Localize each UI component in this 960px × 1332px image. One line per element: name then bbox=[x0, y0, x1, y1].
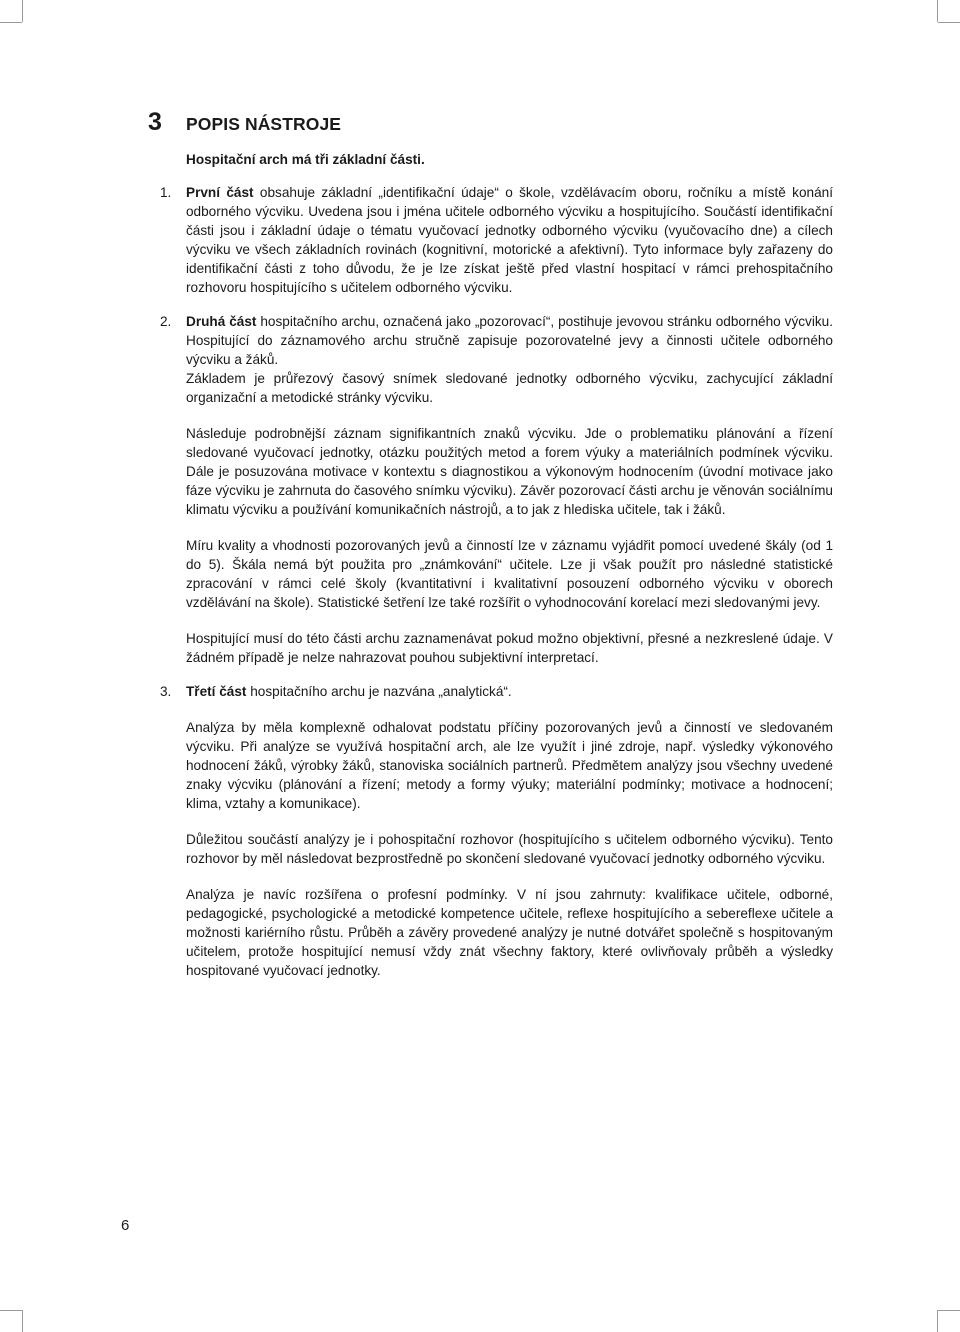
list-item-3 bbox=[160, 682, 833, 980]
list-item-paragraph bbox=[186, 312, 833, 369]
paragraph-text: Míru kvality a vhodnosti pozorovaných jevů a činností lze v záznamu vyjádřit pomocí uvedené škály (od 1 do 5). Škála nemá být použita pro „známkování“ učitele. Lze ji však použít pro následné statistické zpracování v rámci celé školy (kvantitativní i kvalitativní posouzení odborného výcviku v oborech vzdělávání na škole). Statistické šetření lze také rozšířit o vyhodnocování korelací mezi sledovanými jevy. bbox=[186, 538, 833, 610]
paragraph-text: Následuje podrobnější záznam signifikantních znaků výcviku. Jde o problematiku plánování a řízení sledované vyučovací jednotky, otázku použitých metod a forem výuky a materiálních podmínek výcviku. Dále je posuzována motivace v kontextu s diagnostikou a výkonovým hodnocením (úvodní motivace jako fáze výcviku je zahrnuta do časového snímku výcviku). Závěr pozorovací části archu je věnován sociálnímu klimatu výcviku a používání komunikačních nástrojů, a to jak z hlediska učitele, tak i žáků. bbox=[186, 426, 833, 517]
list-item-paragraph bbox=[186, 629, 833, 667]
list-item-paragraph bbox=[186, 682, 833, 701]
section-lead: Druhá část bbox=[186, 314, 257, 329]
list-item-paragraph bbox=[186, 369, 833, 407]
crop-mark-top-left-h bbox=[0, 22, 22, 23]
crop-mark-top-left-v bbox=[22, 0, 23, 22]
crop-mark-bottom-right-v bbox=[937, 1310, 938, 1332]
paragraph-text: hospitačního archu je nazvána „analytická“. bbox=[246, 684, 512, 699]
paragraph-text: hospitačního archu, označená jako „pozorovací“, postihuje jevovou stránku odborného výcviku. Hospitující do záznamového archu stručně zapisuje pozorovatelné jevy a činnosti učitele odborného výcviku a žáků. bbox=[186, 314, 833, 367]
page-number: 6 bbox=[121, 1217, 130, 1234]
list-item-1 bbox=[160, 183, 833, 297]
list-item-paragraph bbox=[186, 183, 833, 297]
list-item-paragraph bbox=[186, 885, 833, 980]
crop-mark-bottom-left-v bbox=[22, 1310, 23, 1332]
paragraph-text: Hospitující musí do této části archu zaznamenávat pokud možno objektivní, přesné a nezkreslené údaje. V žádném případě je nelze nahrazovat pouhou subjektivní interpretací. bbox=[186, 631, 833, 665]
chapter-heading bbox=[148, 108, 341, 137]
list-item-paragraph bbox=[186, 424, 833, 519]
list-item-number: 3. bbox=[160, 684, 172, 699]
list-item-paragraph bbox=[186, 718, 833, 813]
paragraph-text: Důležitou součástí analýzy je i pohospitační rozhovor (hospitujícího s učitelem odborného výcviku). Tento rozhovor by měl následovat bezprostředně po skončení sledované vyučovací jednotky odborného výcviku. bbox=[186, 832, 833, 866]
list-item-number: 2. bbox=[160, 314, 172, 329]
list-item-paragraph bbox=[186, 830, 833, 868]
intro-paragraph: Hospitační arch má tři základní části. bbox=[186, 152, 425, 167]
list-item-number: 1. bbox=[160, 185, 172, 200]
chapter-number: 3 bbox=[148, 108, 162, 136]
section-lead: Třetí část bbox=[186, 684, 247, 699]
paragraph-text: Analýza by měla komplexně odhalovat podstatu příčiny pozorovaných jevů a činností ve sledovaném výcviku. Při analýze se využívá hospitační arch, ale lze využít i jiné zdroje, např. výsledky výkonového hodnocení žáků, výrobky žáků, stanoviska sociálních partnerů. Předmětem analýzy jsou všechny uvedené znaky výcviku (plánování a řízení; metody a formy výuky; materiální podmínky; motivace a hodnocení; klima, vztahy a komunikace). bbox=[186, 720, 833, 811]
document-body bbox=[160, 150, 833, 995]
chapter-title: POPIS NÁSTROJE bbox=[186, 114, 342, 134]
crop-mark-bottom-right-h bbox=[938, 1310, 960, 1311]
list-item-paragraph bbox=[186, 536, 833, 612]
crop-mark-top-right-h bbox=[938, 22, 960, 23]
section-lead: První část bbox=[186, 185, 254, 200]
crop-mark-top-right-v bbox=[937, 0, 938, 22]
paragraph-text: Analýza je navíc rozšířena o profesní podmínky. V ní jsou zahrnuty: kvalifikace učitele, odborné, pedagogické, psychologické a metodické kompetence učitele, reflexe hospitujícího a sebereflexe učitele a možnosti kariérního růstu. Průběh a závěry provedené analýzy je nutné dotvářet společně s hospitovaným učitelem, protože hospitující nemusí vždy znát všechny faktory, které ovlivňovaly průběh a výsledky hospitované vyučovací jednotky. bbox=[186, 887, 833, 978]
list-item-2 bbox=[160, 312, 833, 667]
paragraph-text: obsahuje základní „identifikační údaje“ o škole, vzdělávacím oboru, ročníku a místě konání odborného výcviku. Uvedena jsou i jména učitele odborného výcviku a hospitujícího. Součástí identifikační části jsou i základní údaje o tématu vyučovací jednotky odborného výcviku (vyučovacího dne) a cílech výcviku ve všech základních rovinách (kognitivní, motorické a afektivní). Tyto informace byly zařazeny do identifikační části z toho důvodu, že je lze získat ještě před vlastní hospitací v rámci prehospitačního rozhovoru hospitujícího s učitelem odborného výcviku. bbox=[186, 185, 833, 295]
crop-mark-bottom-left-h bbox=[0, 1310, 22, 1311]
paragraph-text: Základem je průřezový časový snímek sledované jednotky odborného výcviku, zachycující základní organizační a metodické stránky výcviku. bbox=[186, 371, 833, 405]
numbered-list bbox=[160, 183, 833, 980]
